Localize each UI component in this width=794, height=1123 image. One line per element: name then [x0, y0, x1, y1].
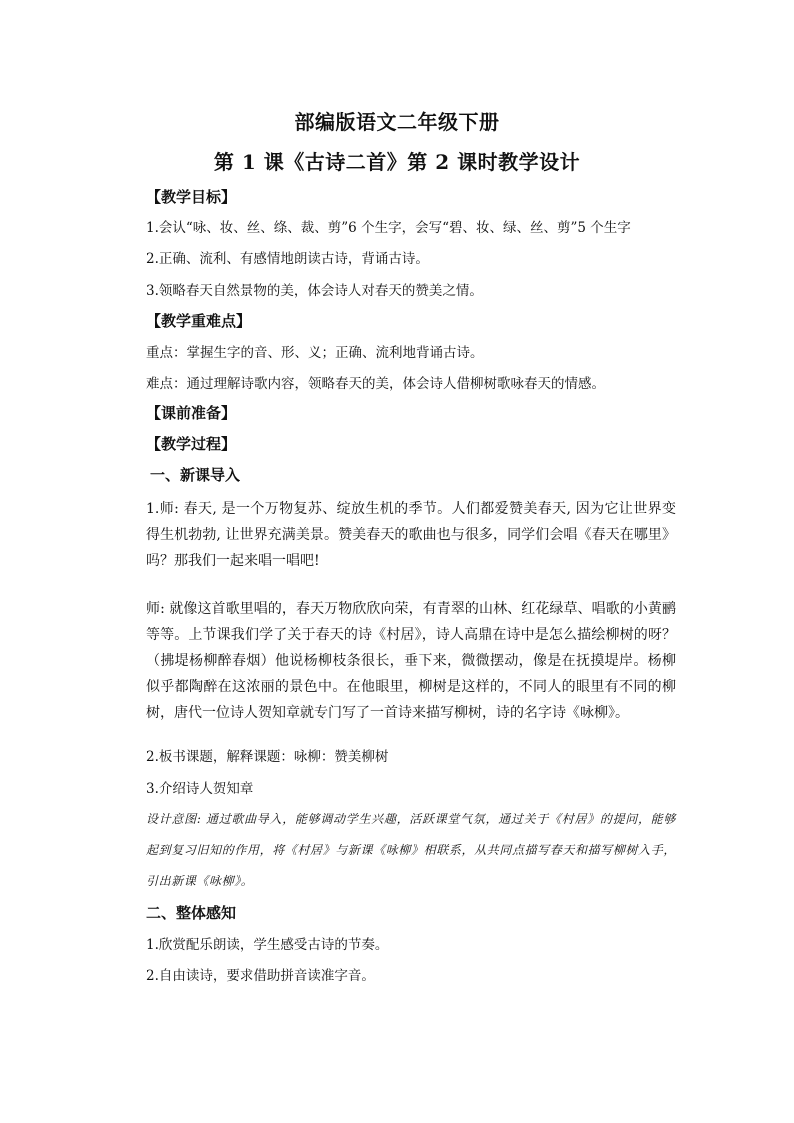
process-heading: 【教学过程】 [146, 435, 237, 453]
design-intent-note: 设计意图: 通过歌曲导入，能够调动学生兴趣，活跃课堂气氛，通过关于《村居》的提问，能够起到复习旧知的作用，将《村居》与新课《咏柳》相联系，从共同点描写春天和描写柳树入手，引出新课《咏柳》。 [146, 812, 676, 888]
document-title-line2: 第 1 课《古诗二首》第 2 课时教学设计 [213, 150, 581, 174]
intro-paragraph-2: 师: 就像这首歌里唱的，春天万物欣欣向荣，有青翠的山林、红花绿草、唱歌的小黄鹂等等。上节课我们学了关于春天的诗《村居》，诗人高鼎在诗中是怎么描绘柳树的呀？（拂堤杨柳醉春烟）他说杨柳枝条很长，垂下来，微微摆动，像是在抚摸堤岸。杨柳似乎都陶醉在这浓丽的景色中。在他眼里，柳树是这样的，不同人的眼里有不同的柳树，唐代一位诗人贺知章就专门写了一首诗来描写柳树，诗的名字诗《咏柳》。 [146, 601, 676, 721]
key-points-heading: 【教学重难点】 [146, 312, 252, 330]
part1-heading: 一、新课导入 [150, 466, 241, 484]
goal-item-3: 3.领略春天自然景物的美，体会诗人对春天的赞美之情。 [146, 283, 483, 299]
prep-heading: 【课前准备】 [146, 404, 237, 422]
goal-item-1: 1.会认“咏、妆、丝、绦、裁、剪”6 个生字，会写“碧、妆、绿、丝、剪”5 个生字 [146, 220, 631, 236]
intro-paragraph-1: 1.师: 春天, 是一个万物复苏、绽放生机的季节。人们都爱赞美春天, 因为它让世界变得生机勃勃, 让世界充满美景。赞美春天的歌曲也与很多，同学们会唱《春天在哪里》吗？那我们一起来唱一唱吧! [146, 501, 676, 569]
perception-step-2: 2.自由读诗，要求借助拼音读准字音。 [146, 968, 375, 984]
intro-step-2: 2.板书课题，解释课题：咏柳：赞美柳树 [146, 749, 389, 765]
goal-item-2: 2.正确、流利、有感情地朗读古诗，背诵古诗。 [146, 251, 429, 267]
key-point-difficulty: 难点：通过理解诗歌内容，领略春天的美，体会诗人借柳树歌咏春天的情感。 [146, 376, 605, 392]
perception-step-1: 1.欣赏配乐朗读，学生感受古诗的节奏。 [146, 937, 389, 953]
goals-heading: 【教学目标】 [146, 188, 237, 206]
document-title-line1: 部编版语文二年级下册 [294, 110, 500, 134]
key-point-focus: 重点：掌握生字的音、形、义；正确、流利地背诵古诗。 [146, 345, 484, 361]
part2-heading: 二、整体感知 [146, 904, 237, 922]
intro-step-3: 3.介绍诗人贺知章 [146, 781, 254, 797]
